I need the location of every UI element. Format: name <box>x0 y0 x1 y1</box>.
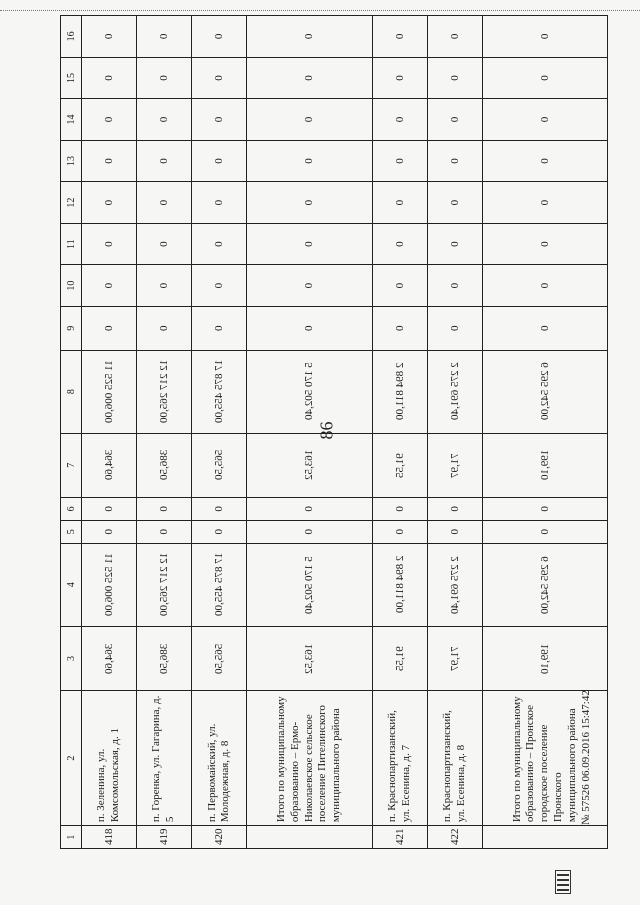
row-number-cell: 420 <box>192 826 247 849</box>
column-header: 1 <box>61 826 82 849</box>
column-header: 4 <box>61 543 82 626</box>
value-cell: 0 <box>247 57 372 99</box>
value-cell: 0 <box>372 16 427 58</box>
cost-cell: 6 295 542,00 <box>482 543 607 626</box>
value-cell: 0 <box>372 57 427 99</box>
area-cell: 199,10 <box>482 626 607 690</box>
stamp-text: № 57526 06.09.2016 15:47:42 <box>580 690 592 825</box>
value-cell: 0 <box>192 16 247 58</box>
value-cell: 0 <box>247 223 372 265</box>
value-cell: 0 <box>427 99 482 141</box>
registration-stamp <box>537 540 592 900</box>
value-cell: 0 <box>482 99 607 141</box>
row-number-cell: 418 <box>82 826 137 849</box>
column-header: 11 <box>61 223 82 265</box>
address-cell: п. Зеленина, ул. Комсомольская, д. 1 <box>82 691 137 826</box>
column-header: 6 <box>61 497 82 520</box>
value-cell: 0 <box>137 57 192 99</box>
value-cell: 0 <box>82 306 137 350</box>
column-header: 16 <box>61 16 82 58</box>
value-cell: 0 <box>192 306 247 350</box>
column-header: 13 <box>61 140 82 182</box>
value-cell: 0 <box>372 306 427 350</box>
value-cell: 0 <box>82 99 137 141</box>
value-cell: 0 <box>247 520 372 543</box>
value-cell: 0 <box>137 223 192 265</box>
value-cell: 0 <box>372 223 427 265</box>
value-cell: 0 <box>82 182 137 224</box>
address-cell: Итого по муниципальному образованию – Ермо-Николаевское сельское поселение Пителинского муниципального района <box>247 691 372 826</box>
cost-cell: 6 295 542,00 <box>482 350 607 433</box>
value-cell: 0 <box>247 306 372 350</box>
cost-cell: 2 894 811,00 <box>372 350 427 433</box>
table-row <box>427 16 482 849</box>
area-cell: 386,50 <box>137 433 192 497</box>
value-cell: 0 <box>192 497 247 520</box>
value-cell: 0 <box>137 99 192 141</box>
area-cell: 71,97 <box>427 626 482 690</box>
value-cell: 0 <box>372 140 427 182</box>
value-cell: 0 <box>482 497 607 520</box>
table-row <box>372 16 427 849</box>
area-cell: 364,60 <box>82 626 137 690</box>
cost-cell: 12 217 265,00 <box>137 543 192 626</box>
area-cell: 199,10 <box>482 433 607 497</box>
value-cell: 0 <box>427 306 482 350</box>
value-cell: 0 <box>137 265 192 307</box>
cost-cell: 12 217 265,00 <box>137 350 192 433</box>
value-cell: 0 <box>82 497 137 520</box>
value-cell: 0 <box>192 265 247 307</box>
value-cell: 0 <box>192 99 247 141</box>
value-cell: 0 <box>427 265 482 307</box>
stamp-logo-icon <box>555 870 571 894</box>
value-cell: 0 <box>482 140 607 182</box>
cost-cell: 17 875 455,00 <box>192 543 247 626</box>
value-cell: 0 <box>192 140 247 182</box>
value-cell: 0 <box>482 223 607 265</box>
value-cell: 0 <box>247 16 372 58</box>
row-number-cell <box>247 826 372 849</box>
cost-cell: 11 525 006,00 <box>82 543 137 626</box>
column-header: 15 <box>61 57 82 99</box>
column-header: 10 <box>61 265 82 307</box>
column-header: 3 <box>61 626 82 690</box>
value-cell: 0 <box>372 520 427 543</box>
value-cell: 0 <box>247 182 372 224</box>
value-cell: 0 <box>192 182 247 224</box>
scan-edge <box>0 0 640 11</box>
value-cell: 0 <box>82 223 137 265</box>
value-cell: 0 <box>82 520 137 543</box>
value-cell: 0 <box>427 57 482 99</box>
header-row <box>61 16 82 849</box>
value-cell: 0 <box>192 57 247 99</box>
address-cell: п. Горенка, ул. Гагарина, д. 5 <box>137 691 192 826</box>
column-header: 5 <box>61 520 82 543</box>
value-cell: 0 <box>427 182 482 224</box>
cost-cell: 5 170 502,40 <box>247 350 372 433</box>
cost-cell: 5 170 502,40 <box>247 543 372 626</box>
value-cell: 0 <box>247 140 372 182</box>
area-cell: 91,55 <box>372 626 427 690</box>
value-cell: 0 <box>137 520 192 543</box>
value-cell: 0 <box>137 140 192 182</box>
row-number-cell: 421 <box>372 826 427 849</box>
column-header: 8 <box>61 350 82 433</box>
area-cell: 364,60 <box>82 433 137 497</box>
column-header: 7 <box>61 433 82 497</box>
value-cell: 0 <box>137 306 192 350</box>
value-cell: 0 <box>82 16 137 58</box>
page-number: 86 <box>316 421 337 440</box>
value-cell: 0 <box>482 57 607 99</box>
cost-cell: 2 894 811,00 <box>372 543 427 626</box>
column-header: 2 <box>61 691 82 826</box>
value-cell: 0 <box>372 99 427 141</box>
value-cell: 0 <box>247 99 372 141</box>
address-cell: п. Краснопартизанский, ул. Есенина, д. 8 <box>427 691 482 826</box>
area-cell: 565,50 <box>192 433 247 497</box>
value-cell: 0 <box>247 265 372 307</box>
value-cell: 0 <box>137 16 192 58</box>
address-cell: п. Первомайский, ул. Молодежная, д. 8 <box>192 691 247 826</box>
value-cell: 0 <box>482 16 607 58</box>
value-cell: 0 <box>427 520 482 543</box>
row-number-cell: 419 <box>137 826 192 849</box>
cost-cell: 2 275 691,40 <box>427 350 482 433</box>
value-cell: 0 <box>192 223 247 265</box>
column-header: 14 <box>61 99 82 141</box>
area-cell: 71,97 <box>427 433 482 497</box>
value-cell: 0 <box>427 140 482 182</box>
cost-cell: 11 525 006,00 <box>82 350 137 433</box>
value-cell: 0 <box>192 520 247 543</box>
area-cell: 91,55 <box>372 433 427 497</box>
value-cell: 0 <box>482 265 607 307</box>
cost-cell: 2 275 691,40 <box>427 543 482 626</box>
table-row <box>192 16 247 849</box>
area-cell: 163,52 <box>247 433 372 497</box>
value-cell: 0 <box>482 182 607 224</box>
table-row <box>82 16 137 849</box>
value-cell: 0 <box>82 265 137 307</box>
area-cell: 163,52 <box>247 626 372 690</box>
table-row <box>247 16 372 849</box>
value-cell: 0 <box>247 497 372 520</box>
column-header: 12 <box>61 182 82 224</box>
value-cell: 0 <box>372 265 427 307</box>
value-cell: 0 <box>137 182 192 224</box>
value-cell: 0 <box>372 497 427 520</box>
value-cell: 0 <box>482 306 607 350</box>
table-row <box>137 16 192 849</box>
area-cell: 565,50 <box>192 626 247 690</box>
cost-cell: 17 875 455,00 <box>192 350 247 433</box>
address-cell: Итого по муниципальному образованию – Пронское городское поселение Пронского муниципального района <box>482 691 607 826</box>
column-header: 9 <box>61 306 82 350</box>
value-cell: 0 <box>427 223 482 265</box>
value-cell: 0 <box>427 16 482 58</box>
value-cell: 0 <box>372 182 427 224</box>
area-cell: 386,50 <box>137 626 192 690</box>
data-table <box>60 15 608 849</box>
value-cell: 0 <box>137 497 192 520</box>
value-cell: 0 <box>482 520 607 543</box>
row-number-cell: 422 <box>427 826 482 849</box>
value-cell: 0 <box>82 57 137 99</box>
value-cell: 0 <box>82 140 137 182</box>
value-cell: 0 <box>427 497 482 520</box>
address-cell: п. Краснопартизанский, ул. Есенина, д. 7 <box>372 691 427 826</box>
